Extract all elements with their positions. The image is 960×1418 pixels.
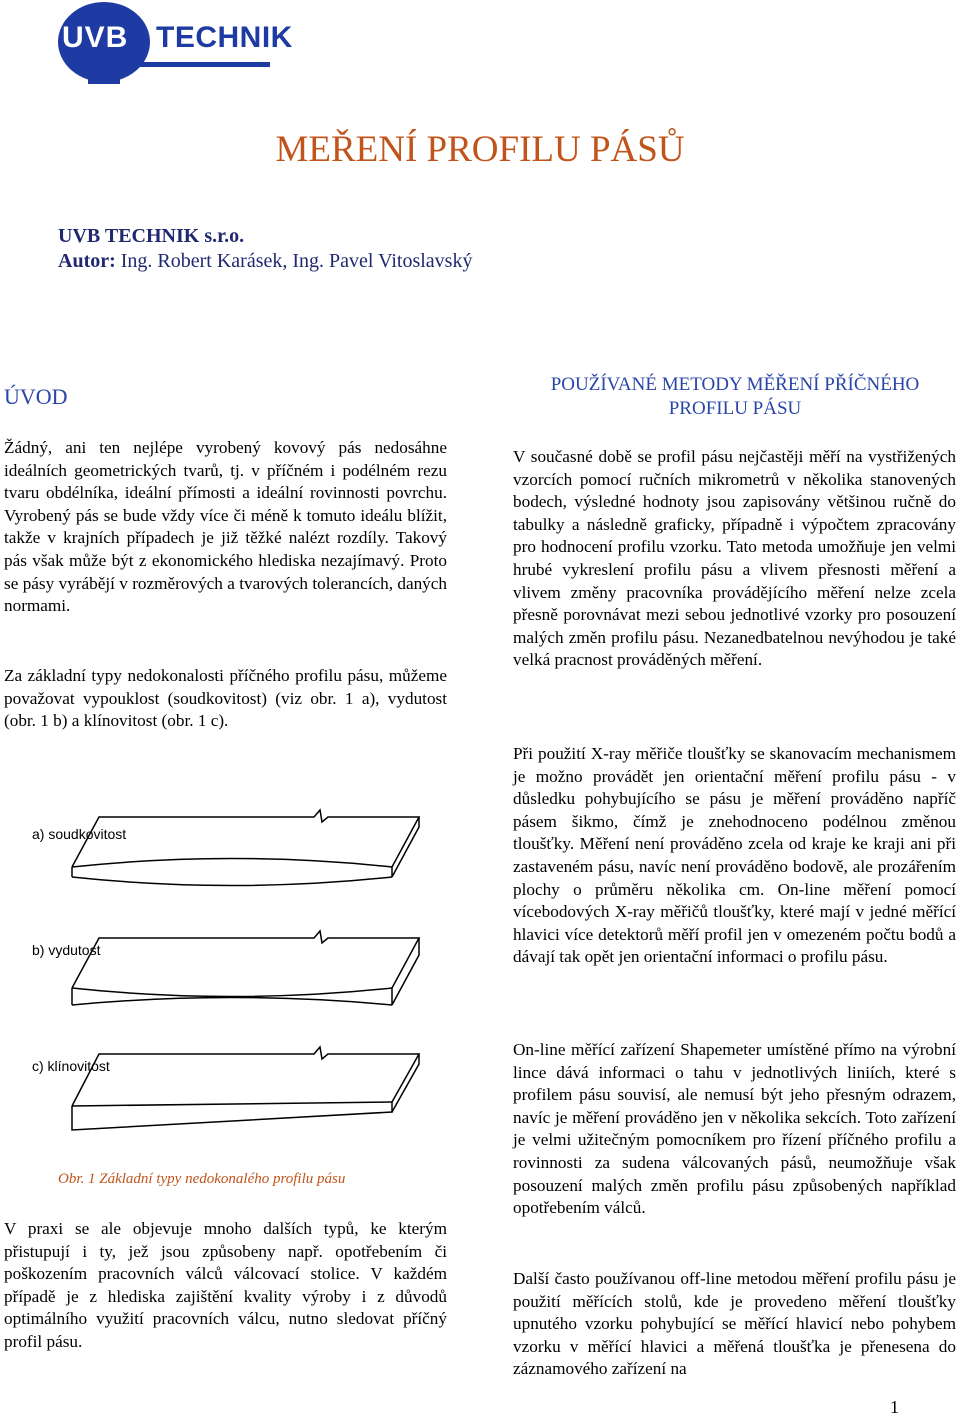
company-name: UVB TECHNIK s.r.o. — [58, 225, 245, 247]
figure-label-c: c) klínovitost — [32, 1058, 110, 1074]
right-paragraph-1: V současné době se profil pásu nejčastěji měří na vystřižených vzorcích pomocí ručních mikrometrů v několika stanovených bodech, výsledné hodnoty jsou zapisovány většinou ručně do tabulky a následně graficky, případně i výpočtem zpracovány pro hodnocení profilu vzorku. Tato metoda umožňuje jen velmi hrubé vykreslení profilu pásu a vlivem přesnosti měření a vlivem změny pracovníka provádějícího měření nelze zcela přesně porovnávat mezi sebou jednotlivé vzorky pro posouzení malých změn profilu pásu. Nezanedbatelnou nevýhodou je také velká pracnost prováděných měření. — [513, 447, 956, 670]
right-paragraph-2: Při použití X-ray měřiče tloušťky se skanovacím mechanismem je možno provádět jen orientační měření profilu pásu - v důsledku pohybujícího se pásu je měření prováděno napříč pásem šikmo, čímž je znehodnoceno podélnou změnou tloušťky. Měření není prováděno zcela od kraje ke kraji ani při zastaveném pásu, navíc není prováděno bodově, ale prozářením plochy o průměru několika cm. On-line měření pomocí vícebodových X-ray měřičů tloušťky, které mají v jedné měřící hlavici více detektorů měří profil jen v omezeném počtu bodů a dávají tak opět jen orientační informaci o profilu pásu. — [513, 744, 956, 967]
document-title: MEŘENÍ PROFILU PÁSŮ — [275, 129, 685, 170]
figure-label-a: a) soudkovitost — [32, 826, 127, 842]
company-logo — [24, 0, 293, 88]
left-paragraph-1: Žádný, ani ten nejlépe vyrobený kovový pás nedosáhne ideálních geometrických tvarů, tj. v příčném i podélném rezu tvaru obdélníka, ideální přímosti a ideální rovinnosti povrchu. Vyrobený pás se bude vždy více či méně k tomuto ideálu blížit, takže v krajních případech je již těžké nalézt rozdíly. Takový pás však může být z ekonomického hlediska nezajímavý. Proto se pásy vyrábějí v rozměrových a tvarových tolerancích, daných normami. — [4, 438, 447, 616]
figure-caption — [58, 1171, 345, 1188]
authors-line — [58, 250, 472, 273]
logo-text-uvb: UVB — [62, 21, 129, 54]
caption-text: Základní typy nedokonalého profilu pásu — [99, 1171, 346, 1187]
caption-prefix: Obr. 1 — [58, 1171, 96, 1187]
authors-names: Ing. Robert Karásek, Ing. Pavel Vitoslavský — [120, 250, 473, 272]
left-paragraph-3: V praxi se ale objevuje mnoho dalších typů, ke kterým přistupují i ty, jež jsou způsobeny např. opotřebením či poškozením pracovních válců válcovací stolice. V každém případě je z hlediska zajištění kvality výroby i z důvodů optimálního využití pracovních válcu, nutno sledovat příčný profil pásu. — [4, 1219, 447, 1351]
figure-profile-types — [24, 800, 424, 1170]
left-paragraph-2: Za základní typy nedokonalosti příčného profilu pásu, můžeme považovat vypouklost (soudkovitost) (viz obr. 1 a), vydutost (obr. 1 b) a klínovitost (obr. 1 c). — [4, 666, 447, 731]
section-heading-uvod: ÚVOD — [4, 384, 68, 409]
right-paragraph-4: Další často používanou off-line metodou měření profilu pásu je použití měřících stolů, kde je provedeno měření tloušťky upnutého vzorku pohybující se měřící hlavicí nebo pohybem vzorku v měřící hlavici a měřená tloušťka je přenesena do záznamového zařízení na — [513, 1269, 956, 1379]
page-number: 1 — [890, 1397, 899, 1417]
heading-line-1: POUŽÍVANÉ METODY MĚŘENÍ PŘÍČNÉHO — [550, 374, 920, 395]
heading-line-2: PROFILU PÁSU — [668, 398, 802, 419]
figure-drawing — [24, 800, 424, 1170]
logo-text-technik: TECHNIK — [156, 21, 293, 54]
section-heading-methods — [500, 373, 960, 421]
figure-label-b: b) vydutost — [32, 942, 101, 958]
authors-label: Autor: — [58, 250, 116, 272]
right-paragraph-3: On-line měřící zařízení Shapemeter umístěné přímo na výrobní lince dává informaci o tahu v jednotlivých liniích, které s profilem pásu souvisí, ale nemusí být jeho přesným odrazem, navíc je měření prováděno jen v několika sekcích. Toto zařízení je velmi užitečným pomocníkem pro řízení příčného profilu a rovinnosti za sudena válcovaných pásů, neumožňuje však posouzení malých změn profilu pásu způsobených například opotřebením válců. — [513, 1040, 956, 1218]
